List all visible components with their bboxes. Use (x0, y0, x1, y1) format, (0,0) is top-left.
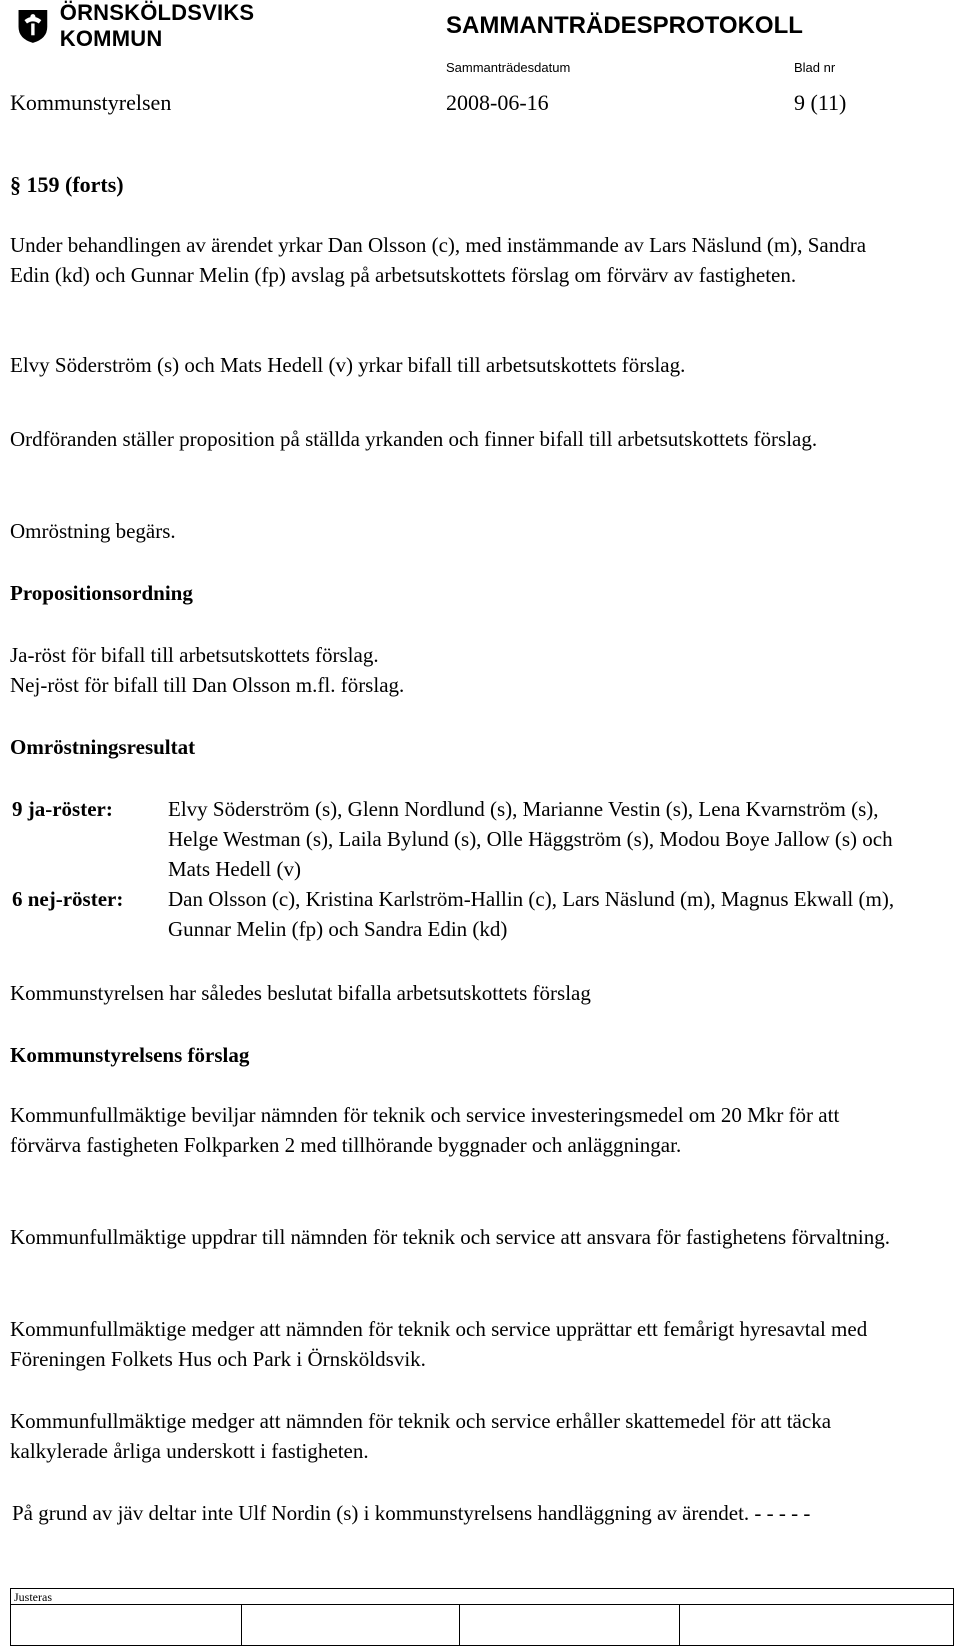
paragraph-proposition: Ordföranden ställer proposition på ställda yrkanden och finner bifall till arbetsutskottets förslag. (10, 427, 818, 451)
section-symbol: § (10, 172, 21, 197)
signature-divider (11, 1604, 953, 1605)
proposal-item: Kommunfullmäktige beviljar nämnden för teknik och service investeringsmedel om 20 Mkr för att förvärva fastigheten Folkparken 2 med tillhörande byggnader och anläggningar. (10, 1103, 840, 1157)
recusal-note: På grund av jäv deltar inte Ulf Nordin (s) i kommunstyrelsens handläggning av ärendet. - - - - - (12, 1501, 811, 1525)
section-title (10, 172, 124, 198)
paragraph-vote-request: Omröstning begärs. (10, 519, 176, 543)
paragraph-motion: Under behandlingen av ärendet yrkar Dan Olsson (c), med instämmande av Lars Näslund (m), Sandra Edin (kd) och Gunnar Melin (fp) avslag på arbetsutskottets förslag om förvärv av fastigheten. (10, 233, 867, 287)
decision-text: Kommunstyrelsen har således beslutat bifalla arbetsutskottets förslag (10, 981, 591, 1005)
paragraph-support: Elvy Söderström (s) och Mats Hedell (v) yrkar bifall till arbetsutskottets förslag. (10, 353, 686, 377)
date-label: Sammanträdesdatum (446, 60, 571, 75)
signature-label: Justeras (14, 1590, 52, 1604)
proposal-item: Kommunfullmäktige medger att nämnden för teknik och service erhåller skattemedel för att täcka kalkylerade årliga underskott i fastigheten. (10, 1409, 832, 1463)
coat-of-arms-icon (16, 5, 50, 47)
proposition-yes: Ja-röst för bifall till arbetsutskottets förslag. (10, 643, 379, 667)
vote-result-heading: Omröstningsresultat (10, 735, 196, 759)
page-number: 9 (11) (794, 90, 847, 115)
section-number: 159 (forts) (26, 172, 124, 197)
municipality-name: ÖRNSKÖLDSVIKS KOMMUN (59, 0, 255, 51)
proposal-item: Kommunfullmäktige medger att nämnden för teknik och service upprättar ett femårigt hyresavtal med Föreningen Folkets Hus och Park i Örnsköldsvik. (10, 1317, 868, 1371)
page-label: Blad nr (794, 60, 836, 75)
propositionsordning-heading: Propositionsordning (10, 581, 193, 605)
no-votes-names: Dan Olsson (c), Kristina Karlström-Hallin (c), Lars Näslund (m), Magnus Ekwall (m), Gunnar Melin (fp) och Sandra Edin (kd) (168, 887, 895, 941)
meeting-date: 2008-06-16 (446, 90, 549, 115)
proposition-no: Nej-röst för bifall till Dan Olsson m.fl. förslag. (10, 673, 405, 697)
signature-cell-divider (679, 1604, 680, 1645)
signature-cell-divider (241, 1604, 242, 1645)
organ-name: Kommunstyrelsen (10, 90, 172, 115)
proposal-heading: Kommunstyrelsens förslag (10, 1043, 250, 1067)
signature-cell-divider (459, 1604, 460, 1645)
no-votes-label: 6 nej-röster: (12, 887, 124, 911)
yes-votes-label: 9 ja-röster: (12, 797, 113, 821)
signature-box (10, 1588, 954, 1646)
municipality-logo (16, 0, 316, 51)
proposal-item: Kommunfullmäktige uppdrar till nämnden för teknik och service att ansvara för fastighetens förvaltning. (10, 1225, 890, 1249)
yes-votes-names: Elvy Söderström (s), Glenn Nordlund (s), Marianne Vestin (s), Lena Kvarnström (s), Helge Westman (s), Laila Bylund (s), Olle Häggström (s), Modou Boye Jallow (s) och Mats Hedell (v) (168, 797, 893, 881)
document-type: SAMMANTRÄDESPROTOKOLL (446, 12, 803, 39)
